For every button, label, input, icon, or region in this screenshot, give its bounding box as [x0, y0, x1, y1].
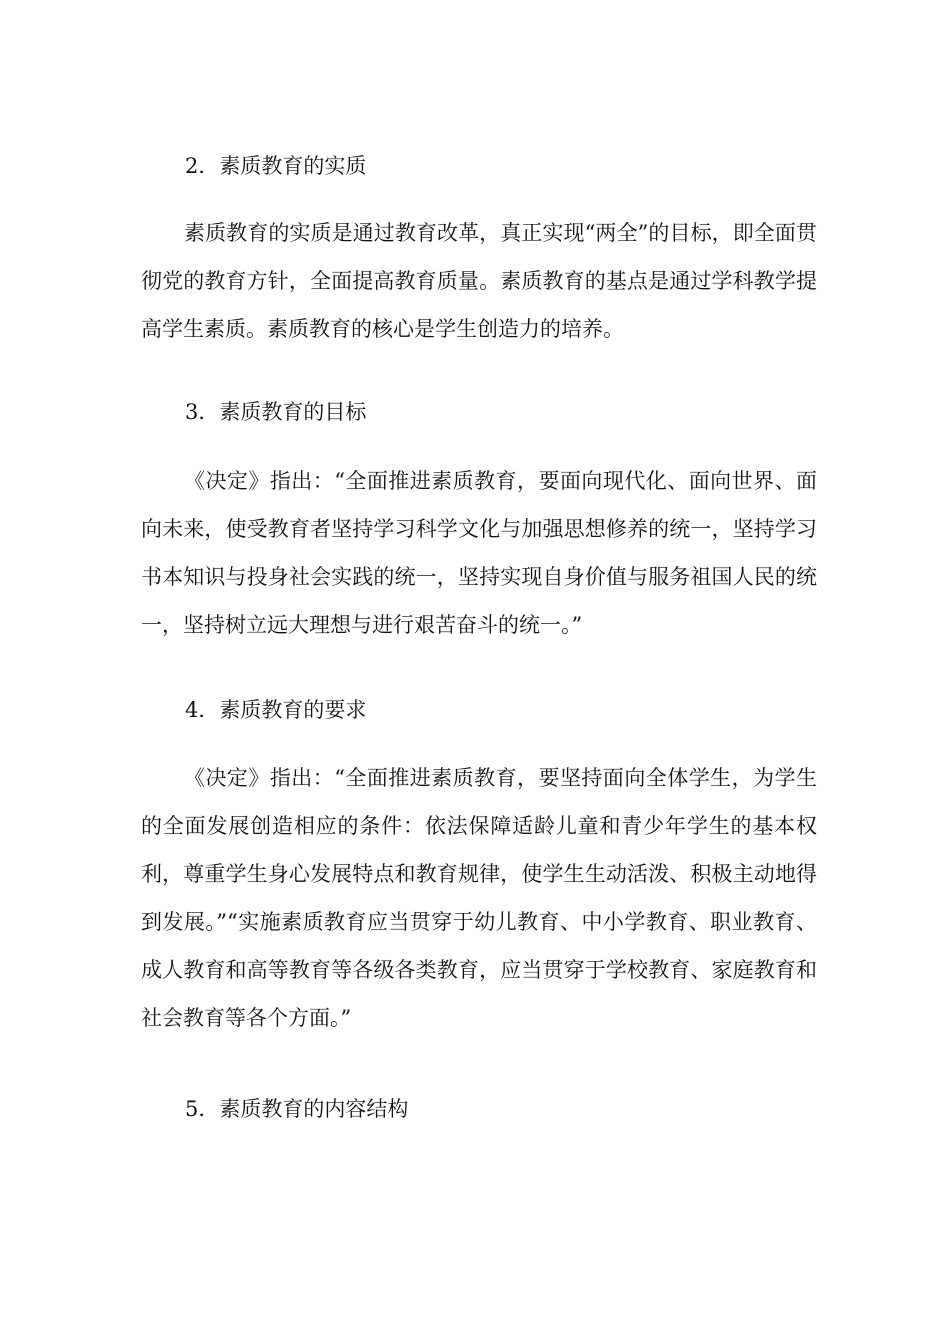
section-heading-3: 3．素质教育的目标	[185, 400, 367, 424]
section-paragraph-4: 《决定》指出：“全面推进素质教育，要坚持面向全体学生，为学生的全面发展创造相应的条件：依法保障适龄儿童和青少年学生的基本权利，尊重学生身心发展特点和教育规律，使学生生动活泼、积极主动地得到发展。”“实施素质教育应当贯穿于幼儿教育、中小学教育、职业教育、成人教育和高等教育等各级各类教育，应当贯穿于学校教育、家庭教育和社会教育等各个方面。”	[141, 766, 817, 1030]
section-heading-4: 4．素质教育的要求	[185, 698, 367, 722]
section-heading-2: 2．素质教育的实质	[185, 154, 367, 178]
section-paragraph-2: 素质教育的实质是通过教育改革，真正实现“两全”的目标，即全面贯彻党的教育方针，全面提高教育质量。素质教育的基点是通过学科教学提高学生素质。素质教育的核心是学生创造力的培养。	[141, 221, 817, 341]
section-paragraph-3: 《决定》指出：“全面推进素质教育，要面向现代化、面向世界、面向未来，使受教育者坚持学习科学文化与加强思想修养的统一，坚持学习书本知识与投身社会实践的统一，坚持实现自身价值与服务祖国人民的统一，坚持树立远大理想与进行艰苦奋斗的统一。”	[141, 469, 817, 637]
section-heading-5: 5．素质教育的内容结构	[185, 1097, 409, 1121]
